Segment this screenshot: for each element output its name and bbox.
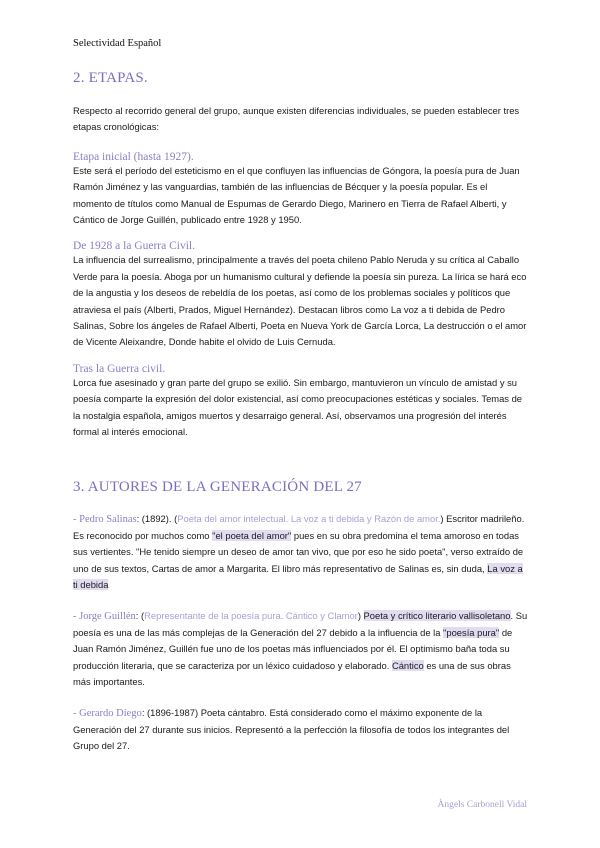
author-name-diego: - Gerardo Diego (73, 707, 142, 719)
author-sep: : (136, 512, 142, 524)
highlight: La voz a ti debida (73, 562, 523, 591)
author-tagline: Poeta del amor intelectual. La voz a ti debida y Razón de amor. (177, 512, 441, 524)
author-close: ) (440, 512, 447, 524)
stage-title-tras-guerra: Tras la Guerra civil. (73, 362, 166, 375)
highlight: "poesía pura" (443, 626, 500, 638)
author-text: . Su poesía es una de las más complejas de la Generación del 27 debido a la influencia de la (73, 609, 528, 638)
running-header: Selectividad Español (73, 38, 162, 49)
page-body (73, 66, 528, 755)
author-text: pues en su obra predomina el tema amoroso en todas sus vertientes. "He tenido siempre un deseo de amor tan vivo, que por eso he sido poeta", verso extraído de uno de sus textos, Cartas de amor a Margarita. El libro más representativo de Salinas es, sin duda, (73, 529, 524, 574)
section-heading-etapas: 2. ETAPAS. (73, 70, 148, 86)
author-text: de Juan Ramón Jiménez, Guillén fue uno de los poetas más influenciados por él. El optimismo baña toda su producción literaria, que se caracteriza por un léxico cuidadoso y elaborado. (73, 626, 513, 671)
stage-title-guerra-civil: De 1928 a la Guerra Civil. (73, 240, 195, 253)
author-text: Escritor madrileño. Es reconocido por muchos como (73, 512, 525, 541)
author-entry-diego (73, 705, 528, 755)
page-footer-author: Àngels Carbonell Vidal (437, 800, 527, 810)
author-name-guillen: - Jorge Guillén (73, 610, 136, 622)
stage-text-inicial: Este será el período del esteticismo en el que confluyen las influencias de Góngora, la poesía pura de Juan Ramón Jiménez y las vanguardias, también de las influencias de Bécquer y la poesía popular. Es el momento de títulos como Manual de Espumas de Gerardo Diego, Marinero en Tierra de Rafael Alberti, y Cántico de Jorge Guillén, publicado entre 1928 y 1950. (73, 164, 520, 226)
author-year: (1892). ( (141, 512, 178, 524)
author-text: es una de sus obras más importantes. (73, 659, 511, 688)
author-entry-salinas (73, 511, 528, 594)
stage-text-guerra-civil: La influencia del surrealismo, principalmente a través del poeta chileno Pablo Neruda y su crítica al Caballo Verde para la poesía. Aboga por un humanismo cultural y defiende la poesía sin pureza. La lírica se hará eco de la angustia y los deseos de rebeldía de los poetas, así como de los problemas sociales y políticos que atraviesa el país (Alberti, Prados, Miguel Hernández). Destacan libros como La voz a ti debida de Pedro Salinas, Sobre los ángeles de Rafael Alberti, Poeta en Nueva York de García Lorca, La destrucción o el amor de Vicente Aleixandre, Donde habite el olvido de Luis Cernuda. (73, 254, 527, 348)
stage-title-inicial: Etapa inicial (hasta 1927). (73, 150, 194, 163)
highlight: Poeta y crítico literario vallisoletano (363, 609, 511, 621)
highlight: "el poeta del amor" (212, 529, 292, 541)
etapas-intro: Respecto al recorrido general del grupo, aunque existen diferencias individuales, se pueden establecer tres etapas cronológicas: (73, 105, 520, 133)
highlight: Cántico (391, 659, 424, 671)
author-text: : (1896-1987) Poeta cántabro. Está considerado como el máximo exponente de la Generación del 27 durante sus inicios. Representó a la perfección la filosofía de todos los integrantes del Grupo del 27. (73, 706, 510, 752)
author-entry-guillen (73, 608, 528, 691)
section-heading-autores: 3. AUTORES DE LA GENERACIÓN DEL 27 (73, 478, 362, 495)
author-name-salinas: - Pedro Salinas (73, 513, 137, 525)
stage-text-tras-guerra: Lorca fue asesinado y gran parte del grupo se exilió. Sin embargo, mantuvieron un vínculo de amistad y su poesía comparte la expresión del dolor existencial, así como preocupaciones estéticas y sociales. Temas de la nostalgia española, amigos muertos y desarraigo general. Así, observamos una progresión del interés formal al interés emocional. (73, 376, 523, 438)
author-close: ) (357, 609, 364, 621)
author-sep: : ( (135, 609, 145, 621)
author-tagline: Representante de la poesía pura. Cántico y Clamor (144, 609, 358, 621)
